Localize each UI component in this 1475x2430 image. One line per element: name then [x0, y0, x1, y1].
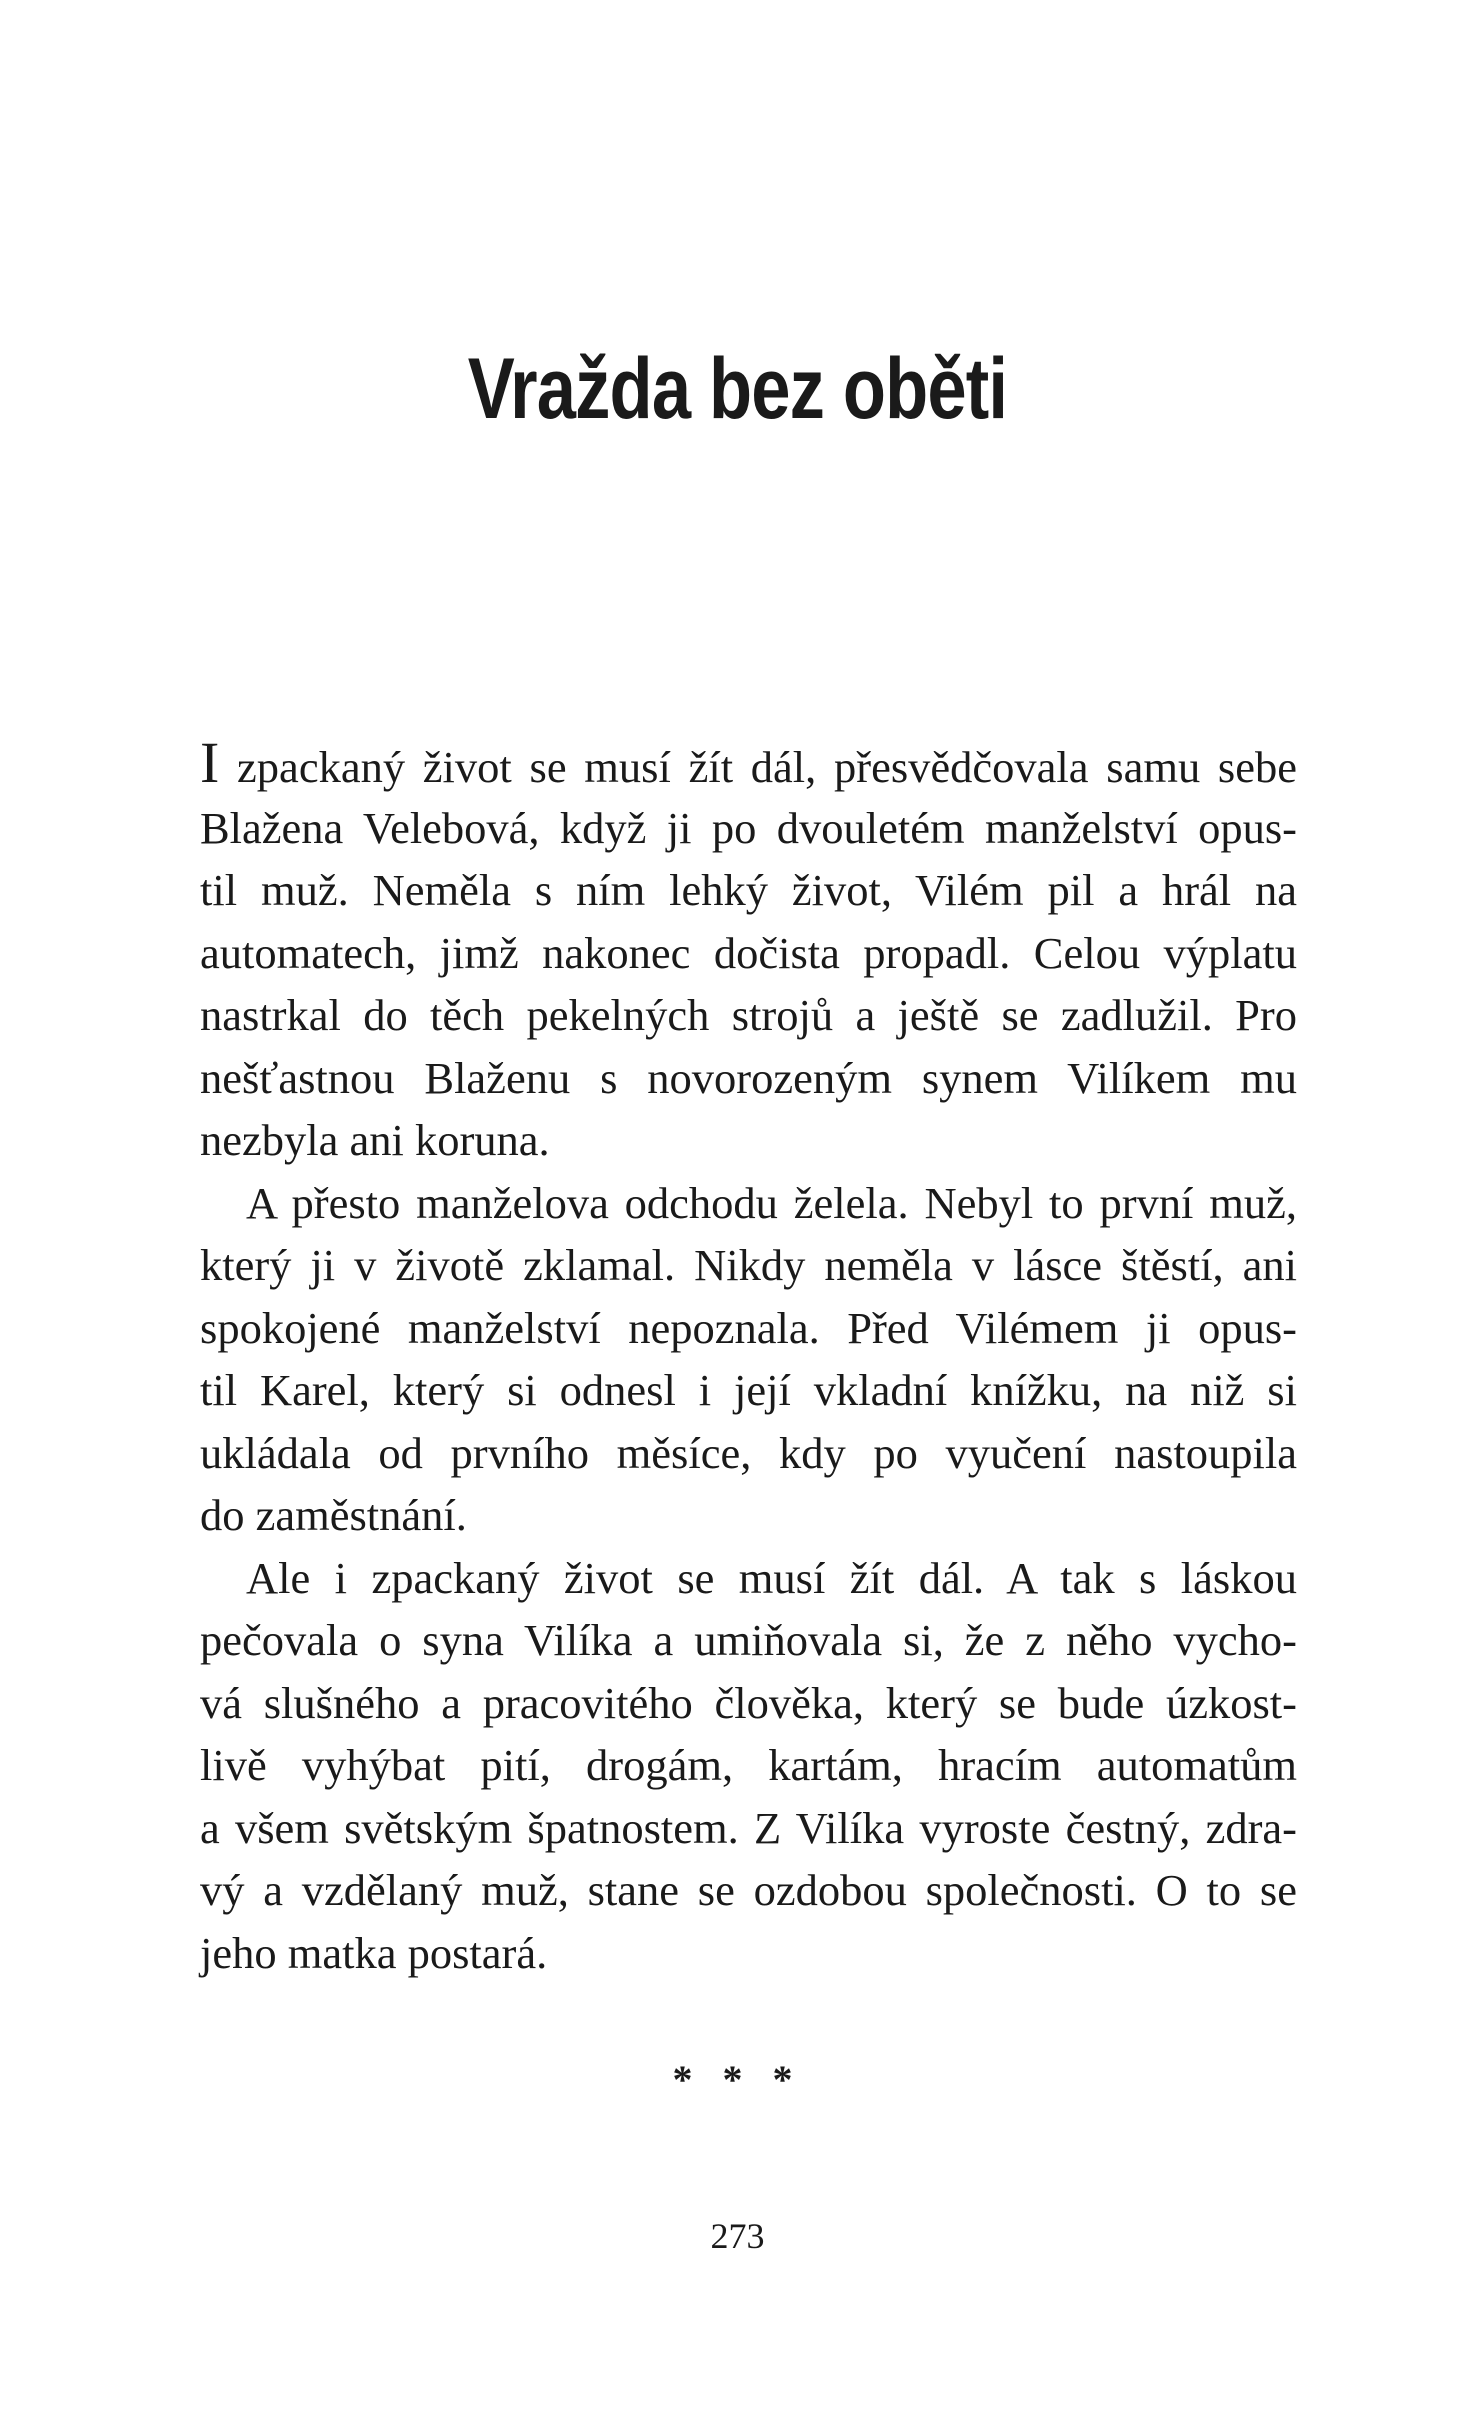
- text-line: nastrkal do těch pekelných strojů a ještě se zadlužil. Pro: [200, 990, 1297, 1040]
- text-line: Blažena Velebová, když ji po dvouletém manželství opus-: [200, 802, 1297, 853]
- text-line: I zpackaný život se musí žít dál, přesvědčovala samu sebe: [200, 730, 1297, 795]
- text-line: do zaměstnání.: [200, 1490, 467, 1540]
- text-line: til Karel, který si odnesl i její vkladní knížku, na niž si: [200, 1365, 1297, 1415]
- text-line: vý a vzdělaný muž, stane se ozdobou společnosti. O to se: [200, 1865, 1297, 1915]
- page-number: 273: [710, 2216, 765, 2256]
- text-line: vá slušného a pracovitého člověka, který se bude úzkost-: [200, 1677, 1297, 1728]
- text-line: pečovala o syna Vilíka a umiňovala si, že z něho vycho-: [200, 1615, 1297, 1665]
- text-line: nezbyla ani koruna.: [200, 1115, 550, 1165]
- text-line: Ale i zpackaný život se musí žít dál. A tak s láskou: [246, 1552, 1297, 1603]
- paragraph-1: [200, 730, 1297, 1172]
- paragraph-3: [200, 1547, 1297, 1985]
- text-line: jeho matka postará.: [200, 1927, 548, 1978]
- text-line: nešťastnou Blaženu s novorozeným synem Vilíkem mu: [200, 1052, 1297, 1103]
- text-line: a všem světským špatnostem. Z Vilíka vyroste čestný, zdra-: [200, 1802, 1297, 1853]
- chapter-title: Vražda bez oběti: [467, 341, 1008, 437]
- text-line: automatech, jimž nakonec dočista propadl. Celou výplatu: [200, 927, 1297, 978]
- initial-letter: I: [200, 730, 220, 795]
- section-separator: * * *: [672, 2057, 803, 2102]
- text-line: A přesto manželova odchodu želela. Nebyl to první muž,: [246, 1177, 1297, 1228]
- text-line: spokojené manželství nepoznala. Před Vilémem ji opus-: [200, 1302, 1297, 1353]
- paragraph-2: [200, 1172, 1297, 1547]
- text-line: livě vyhýbat pití, drogám, kartám, hracím automatům: [200, 1740, 1297, 1790]
- chapter-body: [200, 730, 1297, 1984]
- text-line: til muž. Neměla s ním lehký život, Vilém pil a hrál na: [200, 865, 1297, 915]
- text-line: ukládala od prvního měsíce, kdy po vyučení nastoupila: [200, 1427, 1297, 1478]
- text-line: který ji v životě zklamal. Nikdy neměla v lásce štěstí, ani: [200, 1240, 1297, 1290]
